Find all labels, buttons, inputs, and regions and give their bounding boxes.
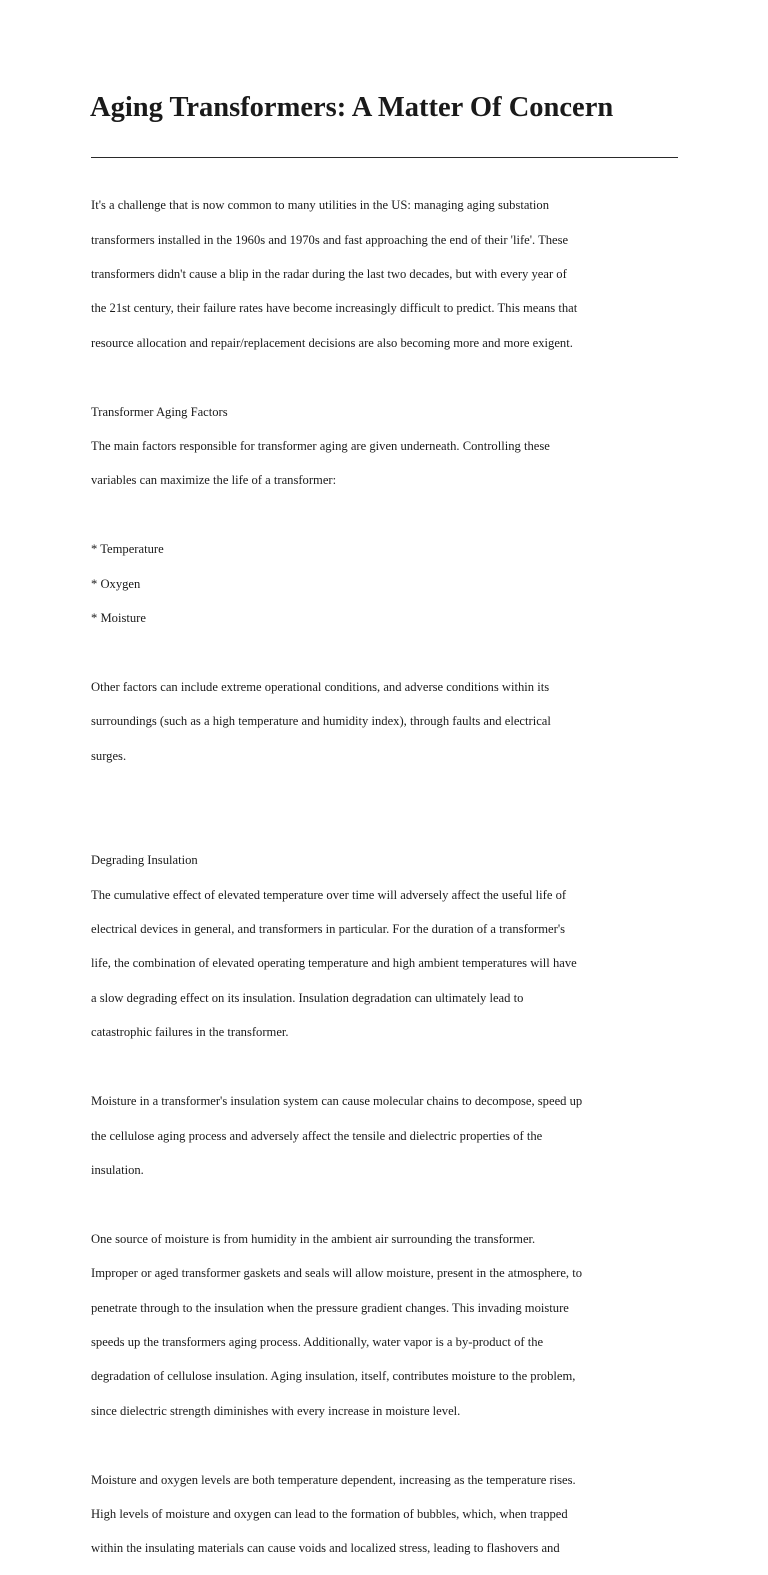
text-line: Moisture in a transformer's insulation system can cause molecular chains to decompose, speed up — [91, 1094, 583, 1109]
moisture-source-paragraph — [91, 1214, 691, 1438]
document-body — [91, 180, 691, 1575]
text-line: catastrophic failures in the transformer. — [91, 1025, 289, 1040]
text-line: the 21st century, their failure rates have become increasingly difficult to predict. This means that — [91, 301, 578, 316]
text-line: The cumulative effect of elevated temperature over time will adversely affect the useful life of — [91, 887, 567, 902]
text-line: The main factors responsible for transformer aging are given underneath. Controlling these — [91, 439, 550, 454]
text-line: transformers didn't cause a blip in the radar during the last two decades, but with every year of — [91, 267, 567, 282]
text-line: speeds up the transformers aging process. Additionally, water vapor is a by-product of the — [91, 1334, 544, 1349]
text-line: resource allocation and repair/replacement decisions are also becoming more and more exigent. — [91, 335, 573, 350]
text-line: insulation. — [91, 1162, 144, 1177]
text-line: penetrate through to the insulation when the pressure gradient changes. This invading moisture — [91, 1300, 569, 1315]
text-line: Moisture and oxygen levels are both temperature dependent, increasing as the temperature rises. — [91, 1472, 576, 1487]
intro-paragraph — [91, 180, 691, 369]
list-item: * Moisture — [91, 611, 146, 626]
moisture-oxygen-paragraph — [91, 1454, 691, 1574]
text-line: One source of moisture is from humidity in the ambient air surrounding the transformer. — [91, 1231, 536, 1246]
text-line: electrical devices in general, and transformers in particular. For the duration of a transformer's — [91, 922, 565, 937]
title-divider — [91, 157, 678, 158]
text-line: a slow degrading effect on its insulation. Insulation degradation can ultimately lead to — [91, 990, 524, 1005]
aging-factors-section — [91, 386, 691, 506]
degrading-insulation-section — [91, 835, 691, 1059]
section-heading: Transformer Aging Factors — [91, 404, 228, 419]
text-line: within the insulating materials can cause voids and localized stress, leading to flashovers and — [91, 1541, 560, 1556]
text-line: surroundings (such as a high temperature and humidity index), through faults and electrical — [91, 714, 551, 729]
text-line: surges. — [91, 748, 127, 763]
text-line: degradation of cellulose insulation. Aging insulation, itself, contributes moisture to the problem, — [91, 1369, 576, 1384]
other-factors-paragraph — [91, 662, 691, 782]
text-line: High levels of moisture and oxygen can lead to the formation of bubbles, which, when trapped — [91, 1506, 568, 1521]
moisture-paragraph — [91, 1076, 691, 1196]
page-title: Aging Transformers: A Matter Of Concern — [90, 92, 614, 123]
text-line: Improper or aged transformer gaskets and seals will allow moisture, present in the atmosphere, to — [91, 1266, 583, 1281]
list-item: * Temperature — [91, 542, 164, 557]
aging-factors-list — [91, 524, 691, 644]
text-line: Other factors can include extreme operational conditions, and adverse conditions within its — [91, 679, 550, 694]
text-line: since dielectric strength diminishes with every increase in moisture level. — [91, 1403, 461, 1418]
section-heading: Degrading Insulation — [91, 853, 198, 868]
text-line: the cellulose aging process and adversely affect the tensile and dielectric properties of the — [91, 1128, 543, 1143]
text-line: transformers installed in the 1960s and 1970s and fast approaching the end of their 'life'. These — [91, 232, 569, 247]
text-line: variables can maximize the life of a transformer: — [91, 473, 337, 488]
text-line: life, the combination of elevated operating temperature and high ambient temperatures will have — [91, 956, 577, 971]
list-item: * Oxygen — [91, 576, 141, 591]
text-line: It's a challenge that is now common to many utilities in the US: managing aging substation — [91, 198, 550, 213]
